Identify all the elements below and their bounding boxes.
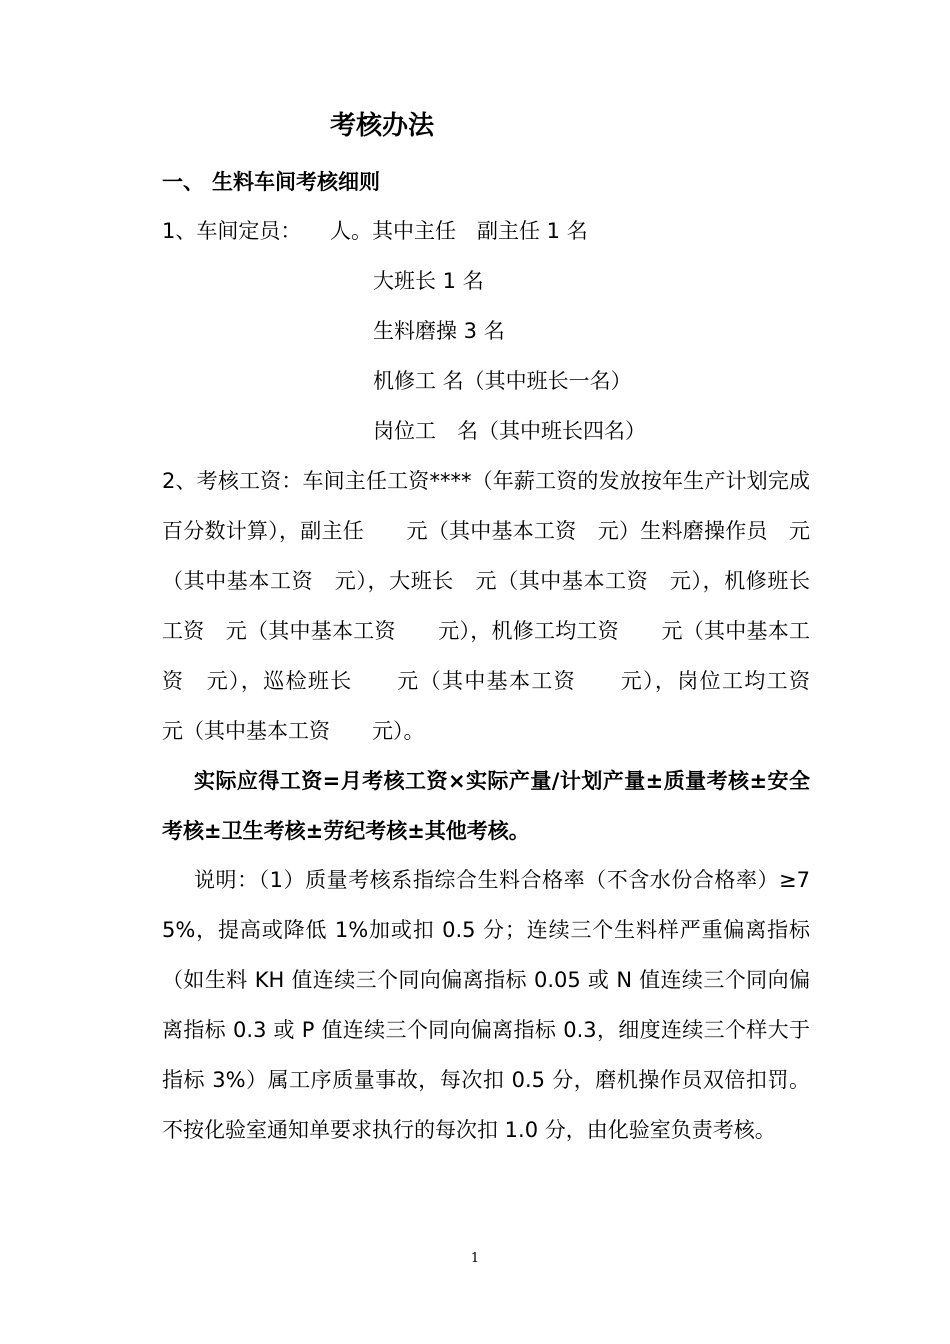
staffing-line-1 xyxy=(162,215,588,247)
section-number: 一、 xyxy=(162,170,204,194)
staffing-label: 1、车间定员： xyxy=(162,219,302,243)
quality-note: 说明：（1）质量考核系指综合生料合格率（不含水份合格率）≥75%，提高或降低 1%加或扣 0.5 分；连续三个生料样严重偏离指标（如生料 KH 值连续三个同向偏离指标 0.05 或 N 值连续三个同向偏离指标 0.3 或 P 值连续三个同向偏离指标 0.3，细度连续三个样大于指标 3%）属工序质量事故，每次扣 0.5 分，磨机操作员双倍扣罚。不按化验室通知单要求执行的每次扣 1.0 分，由化验室负责考核。 xyxy=(162,868,810,1142)
staffing-row: 生料磨操 3 名 xyxy=(373,319,505,343)
staffing-row: 人。其中主任 副主任 1 名 xyxy=(330,219,588,243)
wage-formula: 实际应得工资=月考核工资×实际产量/计划产量±质量考核±安全考核±卫生考核±劳纪考核±其他考核。 xyxy=(162,769,810,843)
document-title: 考核办法 xyxy=(330,111,435,141)
section-heading xyxy=(162,166,380,198)
staffing-row: 机修工 名（其中班长一名） xyxy=(373,369,632,393)
staffing-row: 大班长 1 名 xyxy=(373,269,484,293)
staffing-row: 岗位工 名（其中班长四名） xyxy=(373,419,646,443)
section-heading-text: 生料车间考核细则 xyxy=(212,170,380,194)
page-number: 1 xyxy=(470,1251,480,1266)
wages-paragraph: 2、考核工资：车间主任工资****（年薪工资的发放按年生产计划完成百分数计算），副主任 元（其中基本工资 元）生料磨操作员 元（其中基本工资 元），大班长 元（其中基本工资 元），机修班长工资 元（其中基本工资 元），机修工均工资 元（其中基本工资 元），巡检班长 元（其中基本工资 元），岗位工均工资 元（其中基本工资 元）。 xyxy=(162,469,852,743)
